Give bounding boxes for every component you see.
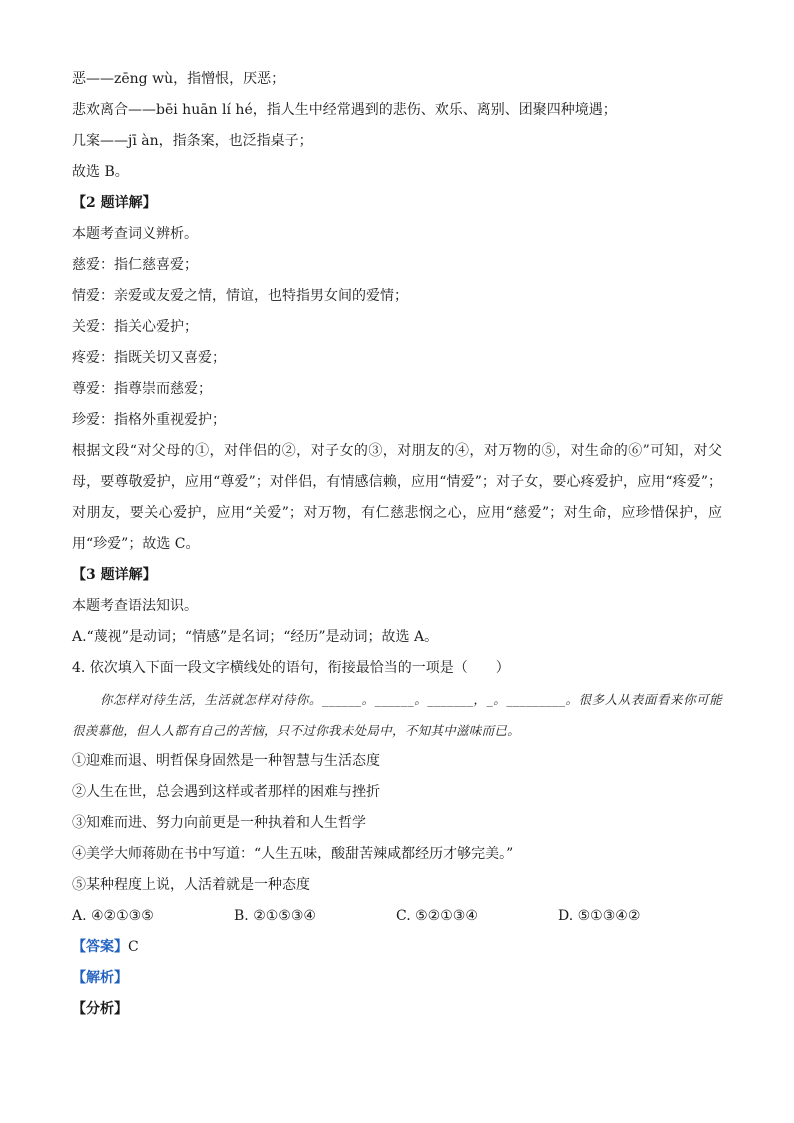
q4-choice: ⑤某种程度上说，人活着就是一种态度: [72, 877, 310, 893]
q2-line: 本题考查词义辨析。: [72, 226, 198, 242]
fenxi-label: 【分析】: [72, 1001, 128, 1017]
q3-line: 本题考查语法知识。: [72, 598, 198, 614]
document-content: [72, 64, 722, 1025]
answer-line: 故选 B。: [72, 164, 129, 180]
answer-row: [72, 932, 722, 963]
section-heading-q2: 【2 题详解】: [72, 195, 157, 211]
q4-question: 4. 依次填入下面一段文字横线处的语句，衔接最恰当的一项是（ ）: [72, 660, 510, 676]
q4-choice: ④美学大师蒋勋在书中写道：“人生五味，酸甜苦辣咸都经历才够完美。”: [72, 846, 514, 862]
definition-line: 几案——jī àn，指条案，也泛指桌子；: [72, 133, 313, 149]
definition-line: 悲欢离合——bēi huān lí hé，指人生中经常遇到的悲伤、欢乐、离别、团聚四种境遇；: [72, 102, 617, 118]
q2-line: 情爱：亲爱或友爱之情，情谊，也特指男女间的爱情；: [72, 288, 408, 304]
answer-value: C: [128, 939, 139, 955]
q2-line: 关爱：指关心爱护；: [72, 319, 198, 335]
option-a: A. ④②①③⑤: [72, 908, 154, 924]
definition-line: 恶——zēng wù，指憎恨，厌恶；: [72, 71, 286, 87]
q3-line: A.“蔑视”是动词；“情感”是名词；“经历”是动词；故选 A。: [72, 629, 439, 645]
option-d: D. ⑤①③④②: [558, 908, 641, 924]
q4-passage: 你怎样对待生活，生活就怎样对待你。______。______。_______，_。_________。很多人从表面看来你可能很羡慕他，但人人都有自己的苦恼，只不过你我未处局中，不知其中滋味而已。: [72, 692, 722, 738]
q4-options-row: [72, 901, 722, 932]
q4-choice: ③知难而进、努力向前更是一种执着和人生哲学: [72, 815, 366, 831]
section-heading-q3: 【3 题详解】: [72, 567, 157, 583]
answer-label: 【答案】: [72, 939, 128, 955]
jiexi-label: 【解析】: [72, 970, 128, 986]
q4-choice: ①迎难而退、明哲保身固然是一种智慧与生活态度: [72, 753, 380, 769]
q2-analysis-paragraph: 根据文段“对父母的①，对伴侣的②，对子女的③，对朋友的④，对万物的⑤，对生命的⑥”可知，对父母，要尊敬爱护，应用“尊爱”；对伴侣，有情感信赖，应用“情爱”；对子女，要心疼爱护，应用“疼爱”；对朋友，要关心爱护，应用“关爱”；对万物，有仁慈悲悯之心，应用“慈爱”；对生命，应珍惜保护，应用“珍爱”；故选 C。: [72, 443, 722, 552]
q2-line: 疼爱：指既关切又喜爱；: [72, 350, 226, 366]
option-b: B. ②①⑤③④: [234, 908, 316, 924]
q2-line: 慈爱：指仁慈喜爱；: [72, 257, 198, 273]
q4-choice: ②人生在世，总会遇到这样或者那样的困难与挫折: [72, 784, 380, 800]
q2-line: 尊爱：指尊崇而慈爱；: [72, 381, 212, 397]
option-c: C. ⑤②①③④: [396, 908, 478, 924]
q2-line: 珍爱：指格外重视爱护；: [72, 412, 226, 428]
